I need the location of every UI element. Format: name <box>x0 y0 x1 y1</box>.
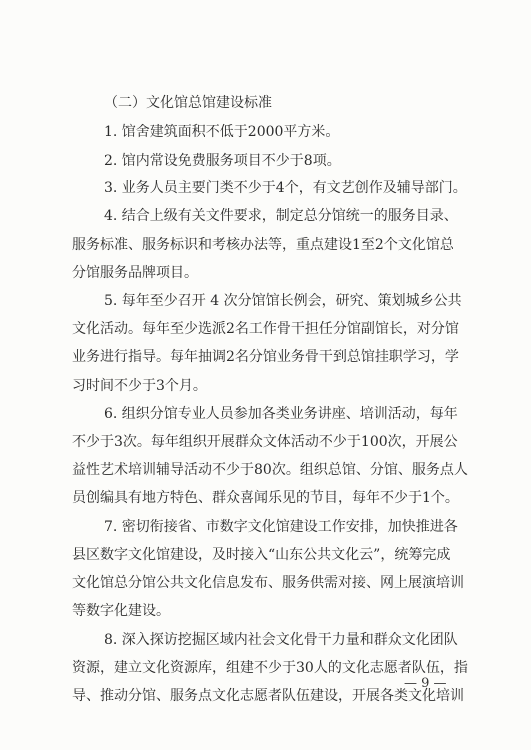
text-line: 县区数字文化馆建设，及时接入“山东公共文化云”，统筹完成 <box>72 547 451 563</box>
text-line: 8. 深入探访挖掘区域内社会文化骨干力量和群众文化团队 <box>104 632 458 648</box>
text-line: 益性艺术培训辅导活动不少于80次。组织总馆、分馆、服务点人 <box>72 462 468 478</box>
text-line: 不少于3次。每年组织开展群众文体活动不少于100次，开展公 <box>72 434 458 450</box>
page-number: — 9 — <box>404 676 447 691</box>
text-line: 4. 结合上级有关文件要求，制定总分馆统一的服务目录、 <box>104 208 458 224</box>
text-line: 1. 馆舍建筑面积不低于2000平方米。 <box>104 124 340 140</box>
text-line: 资源，建立文化资源库，组建不少于30人的文化志愿者队伍，指 <box>72 660 468 676</box>
text-line: 7. 密切衔接省、市数字文化馆建设工作安排，加快推进各 <box>104 519 458 535</box>
text-line: 2. 馆内常设免费服务项目不少于8项。 <box>104 153 341 169</box>
text-line: 分馆服务品牌项目。 <box>72 265 198 281</box>
text-line: 5. 每年至少召开 4 次分馆馆长例会，研究、策划城乡公共 <box>104 293 462 309</box>
text-line: 6. 组织分馆专业人员参加各类业务讲座、培训活动，每年 <box>104 406 458 422</box>
text-line: 员创编具有地方特色、群众喜闻乐见的节目，每年不少于1个。 <box>72 490 459 506</box>
text-line: 3. 业务人员主要门类不少于4个，有文艺创作及辅导部门。 <box>104 180 467 196</box>
text-line: 业务进行指导。每年抽调2名分馆业务骨干到总馆挂职学习，学 <box>72 349 459 365</box>
text-line: 习时间不少于3个月。 <box>72 378 207 394</box>
text-line: 等数字化建设。 <box>72 603 170 619</box>
text-line: 导、推动分馆、服务点文化志愿者队伍建设，开展各类文化培训 <box>72 688 464 704</box>
text-line: 文化活动。每年至少选派2名工作骨干担任分馆副馆长，对分馆 <box>72 321 459 337</box>
text-line: 服务标准、服务标识和考核办法等，重点建设1至2个文化馆总 <box>72 237 454 253</box>
text-line: 文化馆总分馆公共文化信息发布、服务供需对接、网上展演培训 <box>72 575 464 591</box>
section-heading: （二）文化馆总馆建设标准 <box>104 95 272 111</box>
